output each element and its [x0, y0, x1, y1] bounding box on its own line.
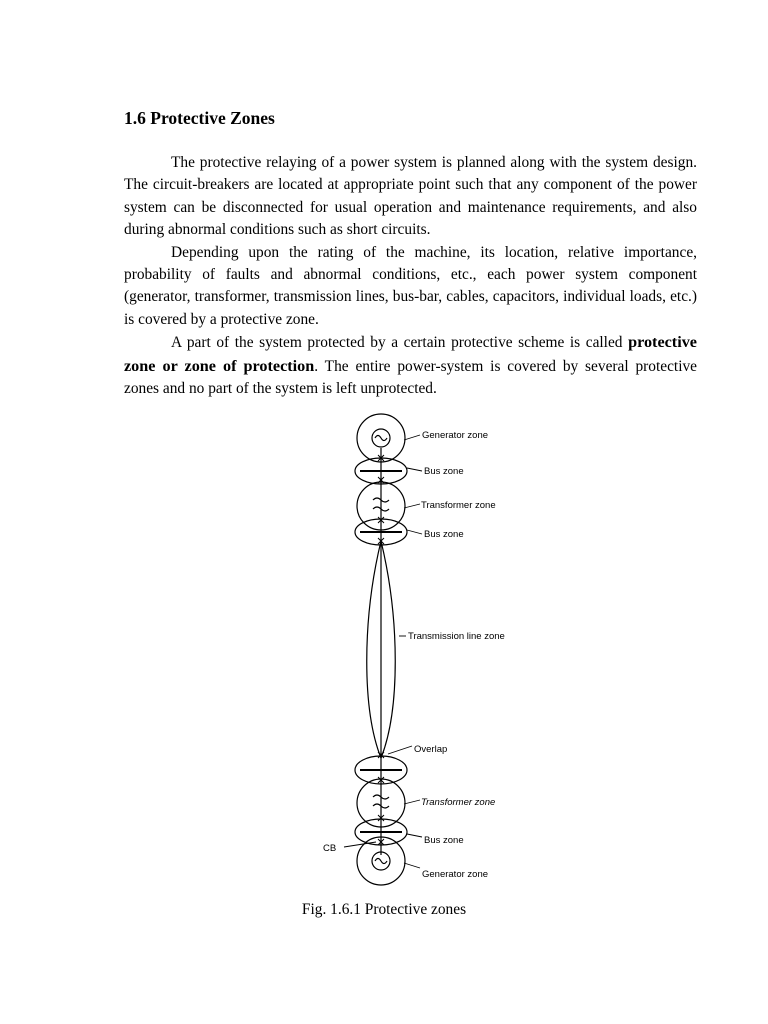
- protective-zones-diagram: [300, 410, 560, 890]
- label-generator-zone-bottom: Generator zone: [422, 869, 489, 880]
- label-bus-zone-3: Bus zone: [424, 835, 464, 846]
- label-cb: CB: [323, 843, 337, 854]
- generator-wave-top: [375, 436, 387, 441]
- figure-caption: Fig. 1.6.1 Protective zones: [301, 901, 467, 918]
- paragraph-3-start: A part of the system protected by a certain protective scheme is called: [171, 334, 623, 352]
- generator-wave-bottom: [375, 859, 387, 864]
- paragraph-3-bold-term: protective zone or zone of protection: [124, 333, 697, 375]
- leader-transformer-bottom: [404, 800, 420, 804]
- leader-overlap: [388, 746, 412, 754]
- leader-generator-bottom: [404, 863, 420, 868]
- transmission-line-zone-right: [381, 541, 395, 758]
- protective-zones-figure: [300, 410, 560, 890]
- paragraph-3: [124, 331, 697, 400]
- label-bus-zone-2: Bus zone: [424, 529, 464, 540]
- label-bus-zone-1: Bus zone: [424, 466, 464, 477]
- paragraph-1: The protective relaying of a power system is planned along with the system design. The circuit-breakers are located at appropriate point such that any component of the power system can be disconnected for usual operation and maintenance requirements, and also during abnormal conditions such as short circuits.: [124, 154, 697, 239]
- paragraph-3-end: . The entire power-system is covered by several protective zones and no part of the system is left unprotected.: [124, 357, 697, 398]
- section-heading: 1.6 Protective Zones: [124, 108, 275, 128]
- leader-generator-top: [404, 435, 420, 440]
- paragraph-2: Depending upon the rating of the machine, its location, relative importance, probability of faults and abnormal conditions, etc., each power system component (generator, transformer, transmission lines, bus-bar, cables, capacitors, individual loads, etc.) is covered by a protective zone.: [124, 243, 697, 328]
- leader-transformer-top: [404, 504, 420, 508]
- leader-bus-2: [407, 530, 422, 534]
- section-body: [124, 152, 697, 400]
- label-generator-zone-top: Generator zone: [422, 430, 489, 441]
- label-overlap: Overlap: [414, 744, 448, 755]
- leader-bus-3: [407, 834, 422, 837]
- label-transformer-zone-bottom: Transformer zone: [421, 797, 496, 808]
- label-transmission-line-zone: Transmission line zone: [408, 631, 505, 642]
- leader-bus-1: [407, 468, 422, 471]
- transmission-line-zone-left: [367, 541, 381, 758]
- label-transformer-zone-top: Transformer zone: [421, 500, 496, 511]
